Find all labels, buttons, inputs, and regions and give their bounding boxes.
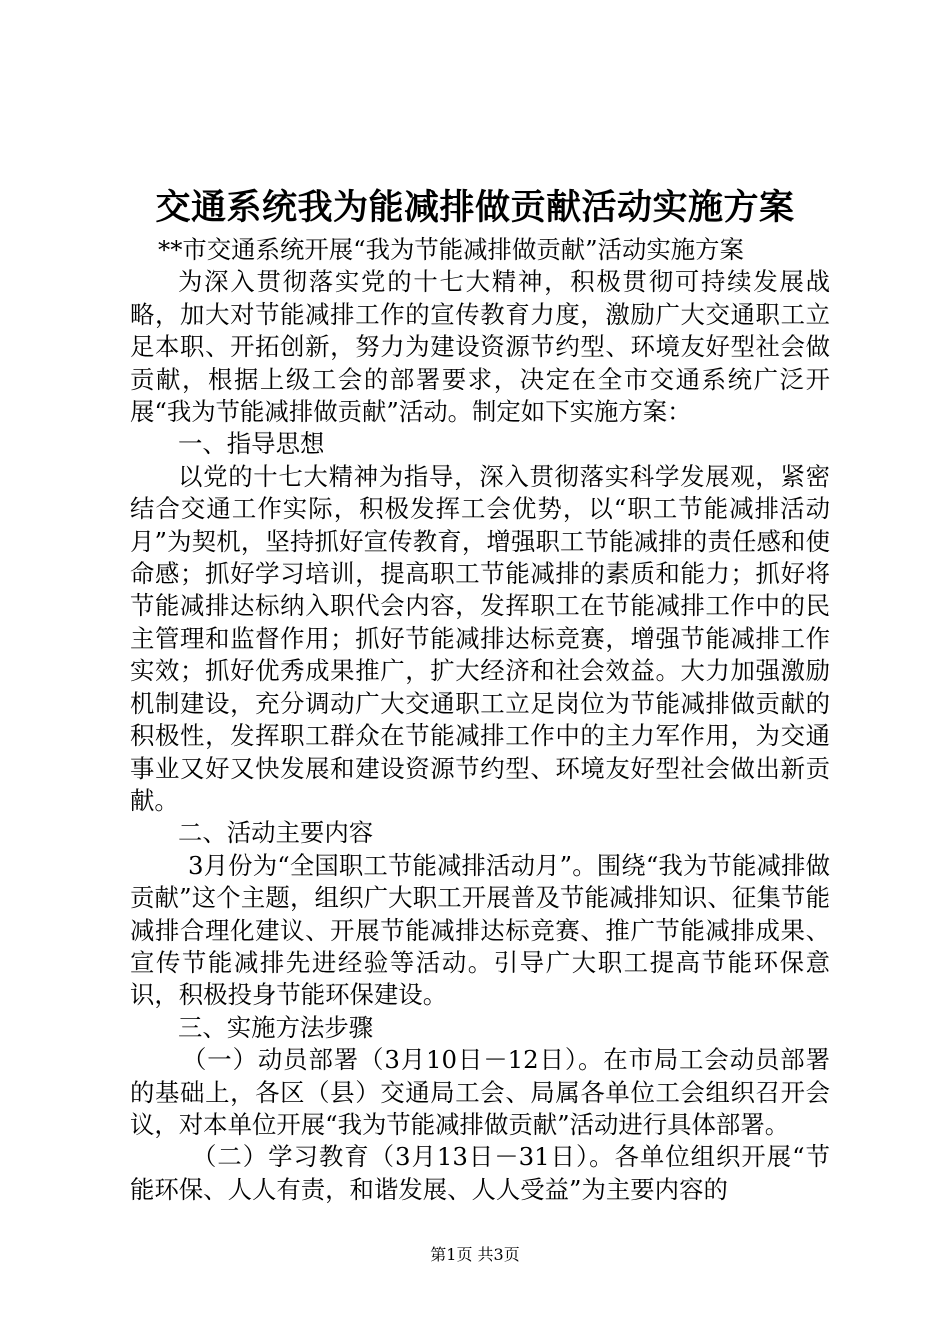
section-heading-content: 二、活动主要内容: [178, 818, 374, 848]
intro-paragraph: 为深入贯彻落实党的十七大精神，积极贯彻可持续发展战略，加大对节能减排工作的宣传教育力度，激励广大交通职工立足本职、开拓创新，努力为建设资源节约型、环境友好型社会做贡献，根据上级工会的部署要求，决定在全市交通系统广泛开展“我为节能减排做贡献”活动。制定如下实施方案：: [130, 267, 830, 427]
section-heading-guiding: 一、指导思想: [178, 429, 325, 459]
step-1-paragraph: （一）动员部署（3月10日－12日）。在市局工会动员部署的基础上，各区（县）交通局工会、局属各单位工会组织召开会议，对本单位开展“我为节能减排做贡献”活动进行具体部署。: [130, 1045, 830, 1139]
guiding-paragraph: 以党的十七大精神为指导，深入贯彻落实科学发展观，紧密结合交通工作实际，积极发挥工会优势，以“职工节能减排活动月”为契机，坚持抓好宣传教育，增强职工节能减排的责任感和使命感；抓好学习培训，提高职工节能减排的素质和能力；抓好将节能减排达标纳入职代会内容，发挥职工在节能减排工作中的民主管理和监督作用；抓好节能减排达标竞赛，增强节能减排工作实效；抓好优秀成果推广，扩大经济和社会效益。大力加强激励机制建设，充分调动广大交通职工立足岗位为节能减排做贡献的积极性，发挥职工群众在节能减排工作中的主力军作用，为交通事业又好又快发展和建设资源节约型、环境友好型社会做出新贡献。: [130, 461, 830, 815]
section-heading-steps: 三、实施方法步骤: [178, 1012, 374, 1042]
step-2-paragraph: （二）学习教育（3月13日－31日）。各单位组织开展“节能环保、人人有责，和谐发展、人人受益”为主要内容的: [130, 1142, 830, 1204]
page-footer: 第1页 共3页: [430, 1245, 520, 1264]
content-paragraph: 3月份为“全国职工节能减排活动月”。围绕“我为节能减排做贡献”这个主题，组织广大职工开展普及节能减排知识、征集节能减排合理化建议、开展节能减排达标竞赛、推广节能减排成果、宣传节能减排先进经验等活动。引导广大职工提高节能环保意识，积极投身节能环保建设。: [130, 850, 830, 1010]
document-subtitle: **市交通系统开展“我为节能减排做贡献”活动实施方案: [158, 235, 744, 264]
document-body: [130, 234, 830, 1206]
document-title: 交通系统我为能减排做贡献活动实施方案: [155, 188, 795, 228]
